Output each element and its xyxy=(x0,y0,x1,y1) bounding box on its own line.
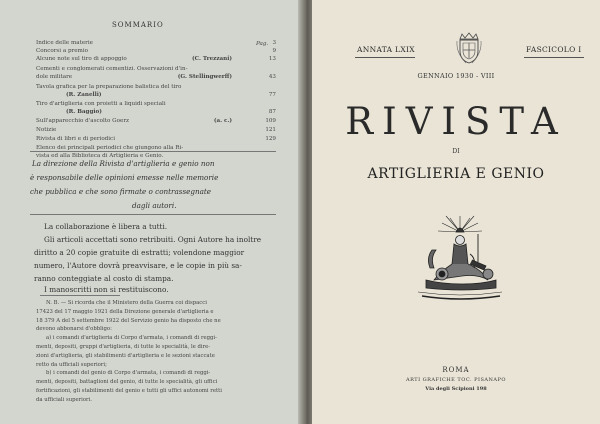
toc-row xyxy=(36,92,276,101)
printer-name: ARTI GRAFICHE TOC. PISANAPO xyxy=(405,377,506,383)
toc-entry-title: Cementi e conglomerati cementizi. Osservazioni d'in- xyxy=(36,66,188,72)
toc-entry-page: 43 xyxy=(268,74,276,80)
masthead-title: RIVISTA xyxy=(345,100,567,143)
masthead-di: DI xyxy=(452,148,460,155)
nb-line: zioni d'artiglieria, gli stabilimenti d'artiglieria e le sezioni staccate xyxy=(36,352,215,359)
publisher-city: ROMA xyxy=(442,366,470,374)
divider xyxy=(40,295,120,296)
toc-entry-author: (G. Stellingwerff) xyxy=(177,74,232,80)
italia-allegory-illustration xyxy=(412,214,508,306)
toc-entry-title: Indice delle materie xyxy=(36,40,93,46)
nb-line: 17423 del 17 maggio 1921 della Direzione generale d'artiglieria e xyxy=(36,308,214,315)
disclaimer-line: dagli autori. xyxy=(132,201,177,210)
notice-line: Gli articoli accettati sono retribuiti. Ogni Autore ha inoltre xyxy=(44,235,262,244)
disclaimer-line: La direzione della Rivista d'artiglieria e genio non xyxy=(32,159,215,168)
toc-entry-author: (a. c.) xyxy=(213,118,232,124)
masthead-subtitle: ARTIGLIERIA E GENIO xyxy=(367,166,545,182)
toc-entry-page: 87 xyxy=(268,109,276,115)
toc-entry-title: Notizie xyxy=(36,127,57,133)
toc-entry-author: (R. Zanelli) xyxy=(66,92,102,98)
toc-row xyxy=(36,74,276,83)
toc-row xyxy=(36,118,276,127)
toc-entry-page: 109 xyxy=(265,118,276,124)
pag-label: Pag. xyxy=(256,41,269,47)
toc-entry-title: vista ed alla Biblioteca di Artiglieria e Genio. xyxy=(36,153,164,159)
nb-line: da ufficiali superiori. xyxy=(36,396,92,403)
fascicolo-label: FASCICOLO I xyxy=(526,45,582,54)
toc-entry-page: 13 xyxy=(268,56,276,62)
right-page xyxy=(312,0,600,424)
nb-line: fortificazioni, gli stabilimenti del genio e tutti gli uffici autonomi retti xyxy=(36,388,222,394)
notice-line: ranno conteggiate al costo di stampa. xyxy=(34,274,174,283)
coat-of-arms-icon xyxy=(454,31,484,65)
toc-entry-author: (R. Baggio) xyxy=(66,109,102,115)
divider xyxy=(30,214,276,215)
rule xyxy=(355,57,415,58)
issue-date: GENNAIO 1930 - VIII xyxy=(417,72,495,80)
toc-entry-page: 121 xyxy=(265,127,276,133)
toc-entry-title: Rivista di libri e di periodici xyxy=(36,136,115,142)
toc-row xyxy=(36,109,276,118)
disclaimer-line: che pubblica e che sono firmate o contrassegnate xyxy=(30,187,212,196)
rule xyxy=(524,57,584,58)
notice-line: La collaborazione è libera a tutti. xyxy=(44,222,168,231)
notice-line: numero, l'Autore dovrà preavvisare, e le copie in più sa- xyxy=(34,261,242,270)
disclaimer-line: è responsabile delle opinioni emesse nelle memorie xyxy=(30,173,219,182)
toc-entry-title: Elenco dei principali periodici che giungono alla Ri- xyxy=(36,145,184,151)
toc-row xyxy=(36,136,276,145)
nb-line: 18 379 A del 5 settembre 1922 del Servizio genio ha disposto che ne xyxy=(36,317,221,324)
nb-line: retto da ufficiali superiori; xyxy=(36,361,107,368)
toc-entry-page: 9 xyxy=(272,48,276,54)
nb-line: N. B. — Si ricorda che il Ministero della Guerra coi dispacci xyxy=(46,300,207,306)
notice-line: I manoscritti non si restituiscono. xyxy=(44,285,169,294)
nb-line: menti, depositi, gruppi d'artiglieria, di tutte le specialità, le dire- xyxy=(36,344,211,350)
nb-line: b) i comandi del genio di Corpo d'armata, i comandi di reggi- xyxy=(46,370,211,377)
toc-entry-author: (C. Trezzani) xyxy=(192,56,232,62)
printer-address: Via degli Scipioni 198 xyxy=(425,386,487,392)
nb-line: menti, depositi, battaglioni del genio, di tutte le specialità, gli uffici xyxy=(36,379,218,386)
toc-entry-title: Sull'apparecchio d'ascolto Goerz xyxy=(36,118,129,124)
toc-entry-title: dole militare xyxy=(36,74,73,80)
notice-line: diritto a 20 copie gratuite di estratti; volendone maggior xyxy=(34,248,245,257)
toc-entry-title: Alcune note sul tiro di appoggio xyxy=(36,56,127,62)
toc-row xyxy=(36,127,276,136)
toc-entry-title: Tiro d'artiglieria con proietti a liquidi speciali xyxy=(36,101,166,107)
toc-row xyxy=(36,56,276,65)
divider xyxy=(30,151,276,152)
toc-entry-title: Tavola grafica per la preparazione balistica del tiro xyxy=(36,84,182,90)
toc-title: SOMMARIO xyxy=(112,21,164,29)
toc-entry-page: 129 xyxy=(265,136,276,142)
toc-entry-page: 3 xyxy=(272,40,276,46)
nb-line: devono abbonarsi d'obbligo: xyxy=(36,326,112,333)
nb-line: a) i comandi d'artiglieria di Corpo d'armata, i comandi di reggi- xyxy=(46,335,217,342)
annata-label: ANNATA LXIX xyxy=(357,45,415,54)
toc-entry-page: 77 xyxy=(268,92,276,98)
toc-entry-title: Concorsi a premio xyxy=(36,48,89,54)
